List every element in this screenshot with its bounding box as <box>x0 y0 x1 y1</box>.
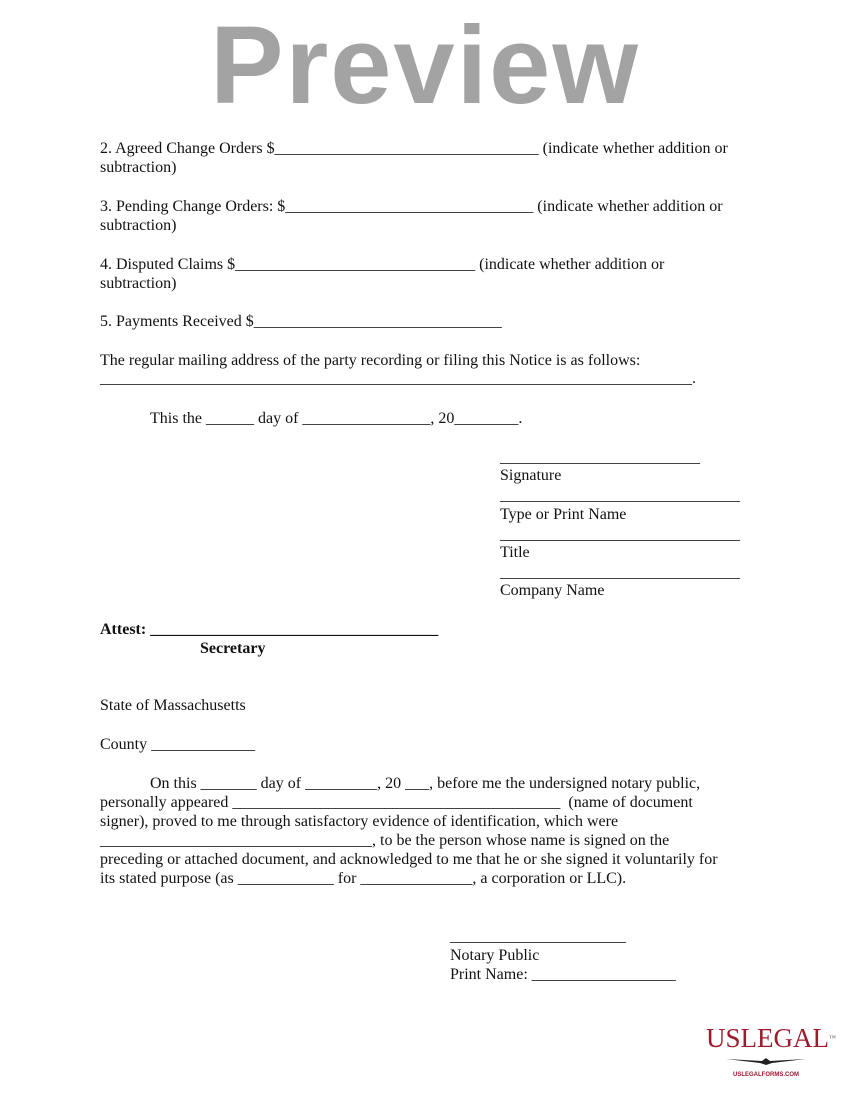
notary-text: signer), proved to me through satisfactory evidence of identification, which were <box>100 813 619 830</box>
attest-line: Attest: ____________________________________ <box>100 621 439 638</box>
eagle-wings-icon <box>726 1057 806 1065</box>
state-label: State of Massachusetts <box>100 697 246 714</box>
notary-text: personally appeared _________________________________________ (name of document <box>100 794 693 811</box>
company-line: ______________________________ <box>500 564 740 581</box>
preview-watermark: Preview <box>210 4 640 127</box>
title-label: Title <box>500 544 530 561</box>
trademark: ™ <box>829 1034 836 1042</box>
secretary-label: Secretary <box>200 640 266 657</box>
agreed-change-orders: 2. Agreed Change Orders $_________________________________ (indicate whether addition or <box>100 140 728 157</box>
notary-public-label: Notary Public <box>450 947 540 964</box>
notary-text: __________________________________, to be the person whose name is signed on the <box>100 832 670 849</box>
notary-signature-line: ______________________ <box>450 928 626 945</box>
logo-text: USLEGAL <box>706 1023 829 1053</box>
notary-print-name: Print Name: __________________ <box>450 966 676 983</box>
company-name-label: Company Name <box>500 582 605 599</box>
signature-line: _________________________ <box>500 449 700 466</box>
mailing-address-label: The regular mailing address of the party recording or filing this Notice is as follows: <box>100 352 641 369</box>
uslegal-logo <box>706 1023 836 1078</box>
pending-change-orders: 3. Pending Change Orders: $_______________________________ (indicate whether addition or <box>100 198 723 215</box>
notary-text: its stated purpose (as ____________ for ______________, a corporation or LLC). <box>100 870 627 887</box>
disputed-claims: 4. Disputed Claims $______________________________ (indicate whether addition or <box>100 256 665 273</box>
notary-text: preceding or attached document, and acknowledged to me that he or she signed it voluntarily for <box>100 851 718 868</box>
text-line: subtraction) <box>100 217 177 234</box>
title-line: ______________________________ <box>500 526 740 543</box>
print-name-label: Type or Print Name <box>500 506 627 523</box>
signature-label: Signature <box>500 467 562 484</box>
notary-text: On this _______ day of _________, 20 ___, before me the undersigned notary public, <box>150 775 701 792</box>
logo-url: USLEGALFORMS.COM <box>733 1072 799 1078</box>
county-line: County _____________ <box>100 736 256 753</box>
text-line: subtraction) <box>100 159 177 176</box>
name-line: ______________________________ <box>500 487 740 504</box>
text-line: subtraction) <box>100 275 177 292</box>
payments-received: 5. Payments Received $_______________________________ <box>100 313 502 330</box>
date-line: This the ______ day of ________________, 20________. <box>150 410 523 427</box>
mailing-address-line: __________________________________________________________________________. <box>100 370 696 387</box>
